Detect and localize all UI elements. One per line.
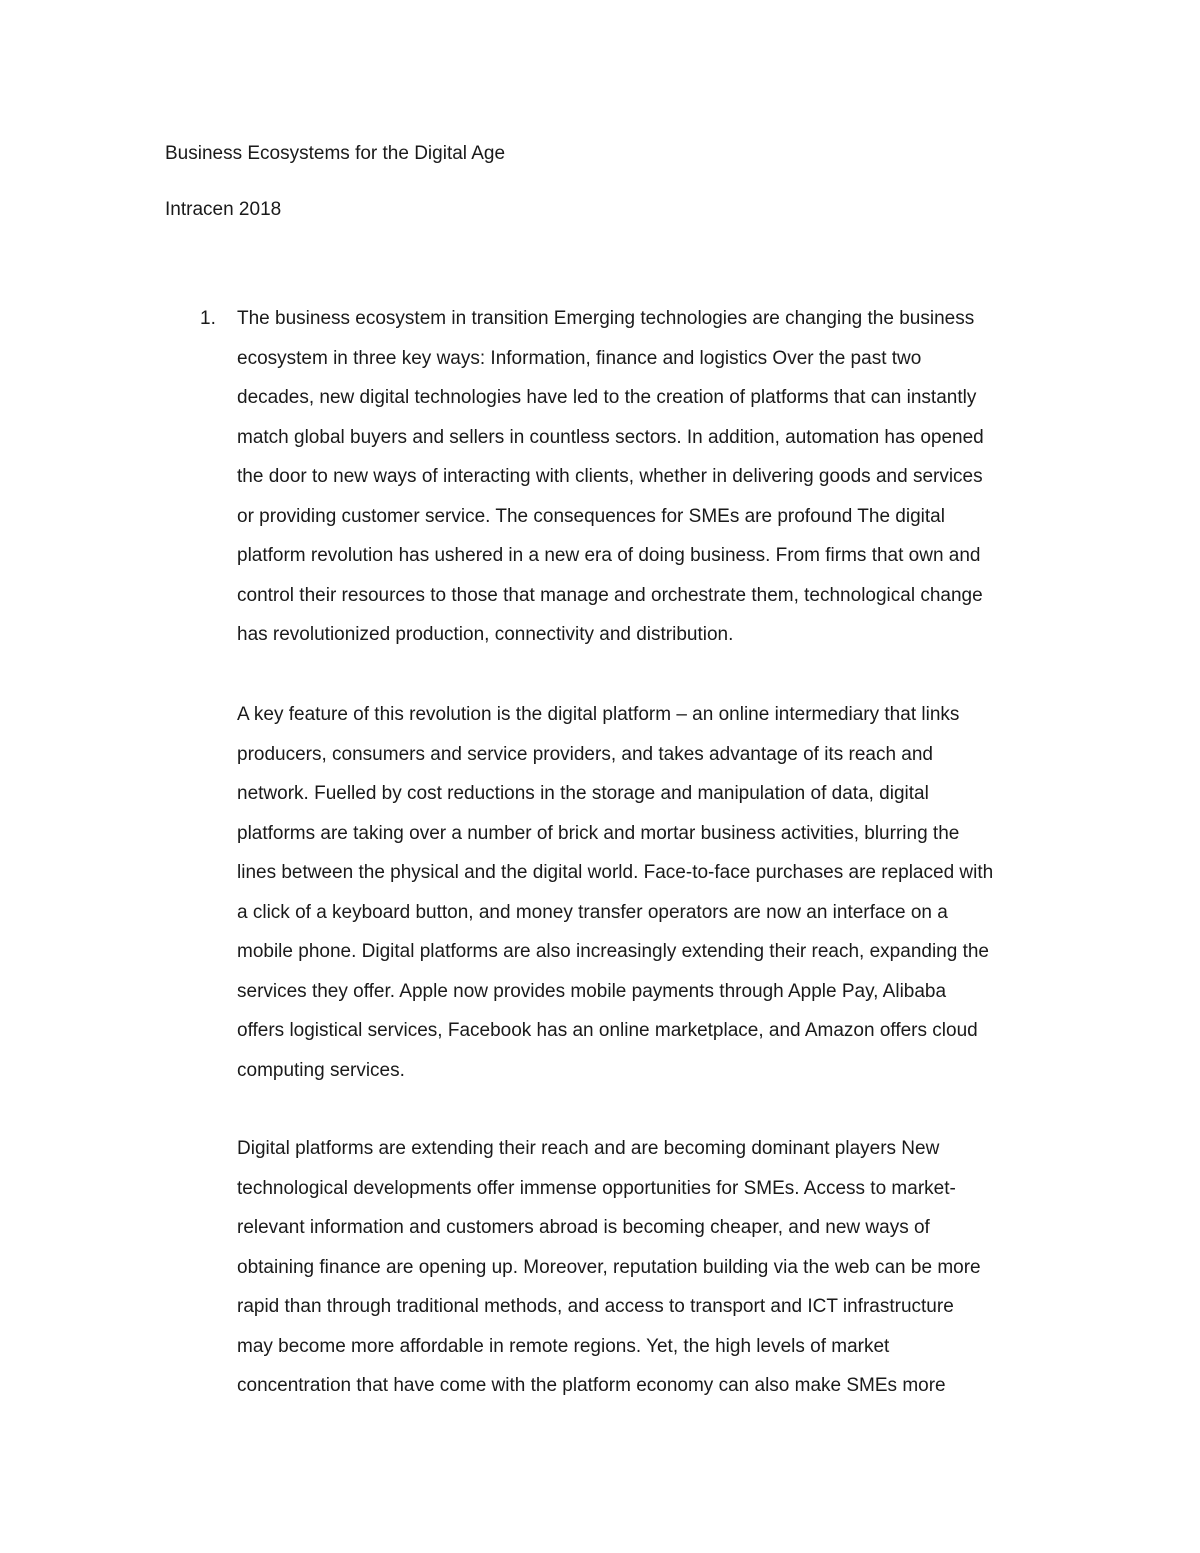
text-line: concentration that have come with the platform economy can also make SMEs more	[237, 1375, 946, 1396]
text-line: The business ecosystem in transition Emerging technologies are changing the business	[237, 308, 975, 329]
document-subtitle: Intracen 2018	[165, 199, 282, 220]
text-line: Digital platforms are extending their reach and are becoming dominant players New	[237, 1138, 940, 1159]
text-line: mobile phone. Digital platforms are also increasingly extending their reach, expanding the	[237, 941, 989, 962]
paragraph-2	[237, 696, 1037, 1091]
document-title: Business Ecosystems for the Digital Age	[165, 143, 506, 164]
text-line: decades, new digital technologies have led to the creation of platforms that can instantly	[237, 387, 977, 408]
text-line: or providing customer service. The consequences for SMEs are profound The digital	[237, 505, 945, 527]
text-line: relevant information and customers abroad is becoming cheaper, and new ways of	[237, 1217, 930, 1238]
paragraph-1	[237, 300, 1037, 656]
text-line: technological developments offer immense opportunities for SMEs. Access to market-	[237, 1177, 956, 1199]
text-line: the door to new ways of interacting with clients, whether in delivering goods and services	[237, 466, 983, 487]
text-line: producers, consumers and service providers, and takes advantage of its reach and	[237, 743, 933, 765]
text-line: may become more affordable in remote regions. Yet, the high levels of market	[237, 1335, 890, 1357]
paragraph-3	[237, 1130, 1037, 1407]
text-line: computing services.	[237, 1059, 405, 1081]
text-line: obtaining finance are opening up. Moreover, reputation building via the web can be more	[237, 1256, 981, 1278]
list-number: 1.	[200, 308, 216, 329]
text-line: services they offer. Apple now provides mobile payments through Apple Pay, Alibaba	[237, 980, 947, 1002]
text-line: platforms are taking over a number of brick and mortar business activities, blurring the	[237, 822, 960, 844]
text-line: A key feature of this revolution is the digital platform – an online intermediary that links	[237, 704, 960, 725]
text-line: offers logistical services, Facebook has an online marketplace, and Amazon offers cloud	[237, 1020, 978, 1041]
text-line: ecosystem in three key ways: Information, finance and logistics Over the past two	[237, 347, 922, 369]
text-line: lines between the physical and the digital world. Face-to-face purchases are replaced with	[237, 862, 994, 883]
text-line: platform revolution has ushered in a new era of doing business. From firms that own and	[237, 545, 981, 566]
text-line: rapid than through traditional methods, and access to transport and ICT infrastructure	[237, 1296, 954, 1317]
text-line: a click of a keyboard button, and money transfer operators are now an interface on a	[237, 901, 948, 923]
text-line: network. Fuelled by cost reductions in the storage and manipulation of data, digital	[237, 783, 929, 804]
text-line: has revolutionized production, connectivity and distribution.	[237, 624, 734, 645]
text-line: match global buyers and sellers in countless sectors. In addition, automation has opened	[237, 426, 984, 448]
text-line: control their resources to those that manage and orchestrate them, technological change	[237, 584, 983, 606]
